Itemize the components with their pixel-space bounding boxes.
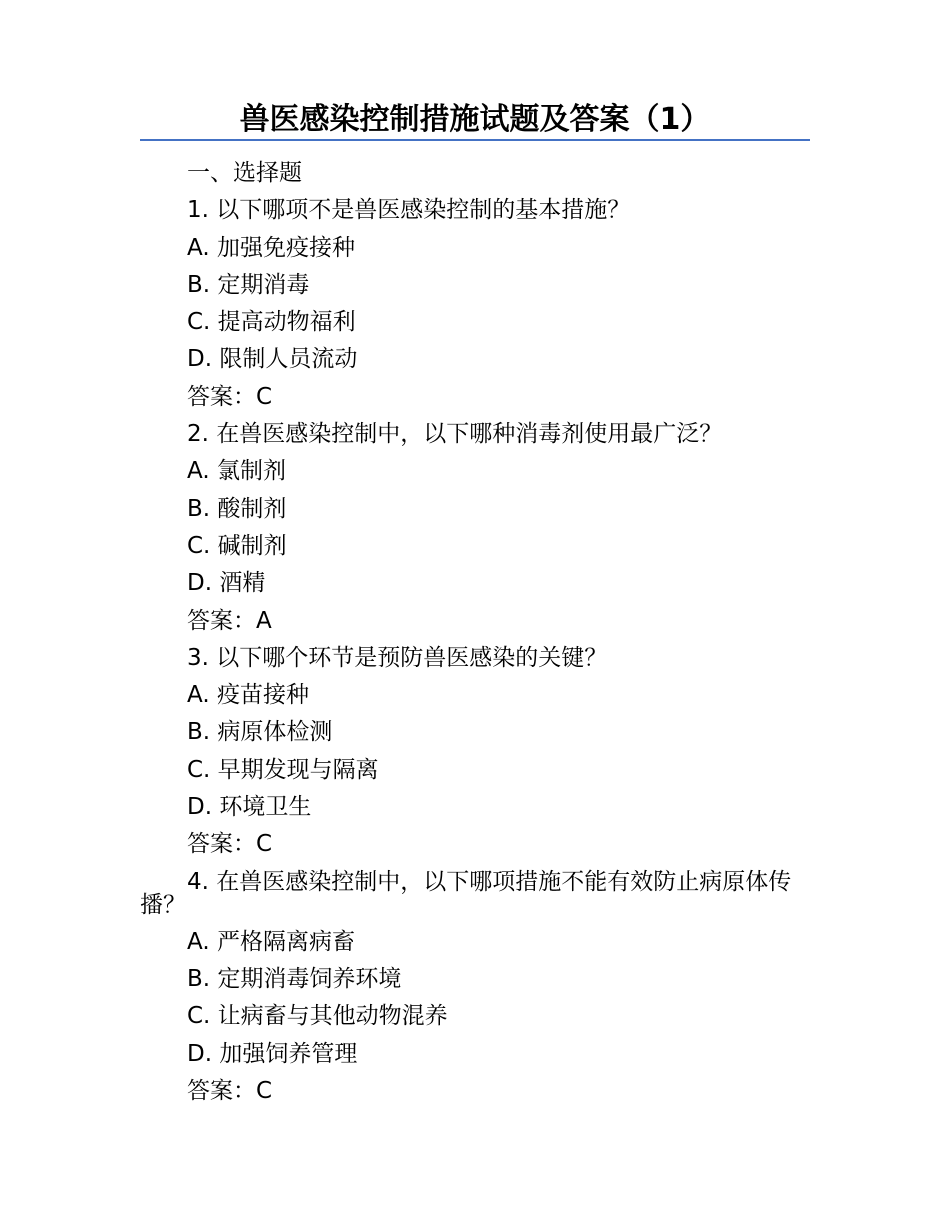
answer-text: 答案：C: [187, 1077, 273, 1104]
question-block-2: [140, 416, 812, 640]
option-d: D. 加强饲养管理: [187, 1040, 358, 1067]
question-block-1: [140, 192, 812, 416]
option-a: A. 严格隔离病畜: [187, 928, 355, 955]
question-block-4: [140, 864, 812, 1110]
section-heading: 一、选择题: [187, 160, 302, 186]
option-d: D. 限制人员流动: [187, 346, 358, 373]
answer-text: 答案：C: [187, 831, 273, 858]
option-b: B. 定期消毒: [187, 271, 310, 298]
question-text: 1. 以下哪项不是兽医感染控制的基本措施？: [187, 197, 631, 224]
question-text: 3. 以下哪个环节是预防兽医感染的关键？: [187, 644, 608, 671]
option-d: D. 酒精: [187, 570, 266, 597]
title-underline: [140, 139, 810, 141]
option-a: A. 氯制剂: [187, 458, 286, 485]
option-a: A. 疫苗接种: [187, 682, 309, 709]
question-text: 2. 在兽医感染控制中，以下哪种消毒剂使用最广泛？: [187, 421, 723, 448]
answer-text: 答案：C: [187, 383, 273, 410]
option-d: D. 环境卫生: [187, 794, 312, 821]
document-title: 兽医感染控制措施试题及答案（1）: [239, 102, 711, 137]
question-text: 4. 在兽医感染控制中，以下哪项措施不能有效防止病原体传播？: [140, 868, 792, 918]
option-c: C. 碱制剂: [187, 532, 287, 559]
option-a: A. 加强免疫接种: [187, 234, 355, 261]
option-c: C. 早期发现与隔离: [187, 756, 379, 783]
question-block-3: [140, 640, 812, 864]
document-body: [140, 155, 812, 1110]
option-b: B. 病原体检测: [187, 719, 333, 746]
answer-text: 答案：A: [187, 607, 272, 634]
option-c: C. 让病畜与其他动物混养: [187, 1003, 448, 1030]
option-b: B. 酸制剂: [187, 495, 287, 522]
option-b: B. 定期消毒饲养环境: [187, 965, 402, 992]
option-c: C. 提高动物福利: [187, 309, 356, 336]
